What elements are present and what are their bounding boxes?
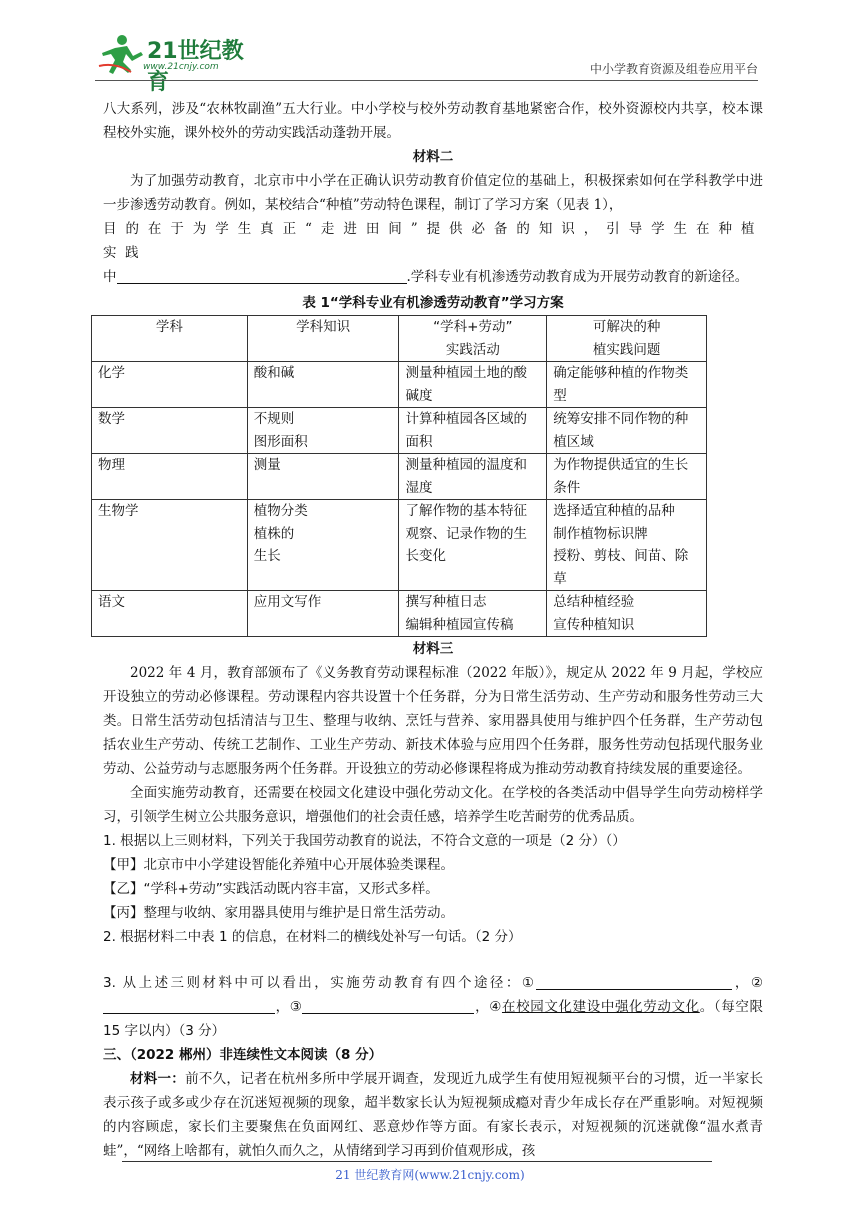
page-footer: 21 世纪教育网(www.21cnjy.com) [335,1168,525,1182]
table-cell: 物理 [92,454,248,500]
table-row [92,454,707,500]
table-header-cell: 学科知识 [247,316,399,362]
question-2: 2. 根据材料二中表 1 的信息，在材料二的横线处补写一句话。（2 分） [103,929,522,945]
table-cell: 统筹安排不同作物的种植区域 [547,408,707,454]
table-cell: 植物分类 植株的 生长 [247,500,399,591]
table-cell: 测量种植园的温度和湿度 [399,454,547,500]
table-row [92,500,707,591]
section-3-material-1 [103,1067,763,1163]
section-3-heading: 三、（2022 郴州）非连续性文本阅读（8 分） [103,1047,383,1063]
q3-prefix: 3. 从上述三则材料中可以看出，实施劳动教育有四个途径：① [103,975,537,991]
q3-mark-4: ，④ [474,999,502,1015]
table-caption: 表 1“学科专业有机渗透劳动教育”学习方案 [302,295,564,311]
answer-blank[interactable] [117,267,407,284]
material-2-title: 材料二 [412,149,454,165]
study-plan-table [91,315,707,637]
q3-suffix: 。（每空限 15 字以内）（3 分） [103,999,764,1039]
table-cell: 为作物提供适宜的生长条件 [547,454,707,500]
table-header-cell: 可解决的种 植实践问题 [547,316,707,362]
blank-prefix: 中 [103,269,117,285]
q3-given-answer: 在校园文化建设中强化劳动文化 [501,999,700,1015]
material-3-paragraph-1: 2022 年 4 月，教育部颁布了《义务教育劳动课程标准（2022 年版）》，规定从 2022 年 9 月起，学校应开设独立的劳动必修课程。劳动课程内容共设置十个任务群，分为日常生活劳动、生产劳动和服务性劳动三大类。日常生活劳动包括清洁与卫生、整理与收纳、烹饪与营养、家用器具使用与维护四个任务群，生产劳动包括农业生产劳动、传统工艺制作、工业生产劳动、新技术体验与应用四个任务群，服务性劳动包括现代服务业劳动、公益劳动与志愿服务两个任务群。开设独立的劳动必修课程将成为推动劳动教育持续发展的重要途径。 [103,665,763,777]
logo-url: www.21cnjy.com [143,62,219,72]
table-cell: 了解作物的基本特征 观察、记录作物的生长变化 [399,500,547,591]
table-cell: 语文 [92,591,248,637]
platform-name: 中小学教育资源及组卷应用平台 [589,62,758,76]
question-1: 1. 根据以上三则材料，下列关于我国劳动教育的说法，不符合文意的一项是（2 分）（） [103,833,626,849]
table-cell: 化学 [92,362,248,408]
table-header-cell: “学科+劳动” 实践活动 [399,316,547,362]
runner-icon [95,32,149,78]
table-cell: 不规则 图形面积 [247,408,399,454]
table-cell: 撰写种植日志 编辑种植园宣传稿 [399,591,547,637]
table-cell: 应用文写作 [247,591,399,637]
option-bing: 【丙】整理与收纳、家用器具使用与维护是日常生活劳动。 [103,905,454,921]
table-row [92,408,707,454]
answer-blank-2[interactable] [103,997,275,1014]
table-header-row [92,316,707,362]
table-cell: 选择适宜种植的品种 制作植物标识牌 授粉、剪枝、间苗、除草 [547,500,707,591]
header-divider [95,80,758,81]
option-yi: 【乙】“学科+劳动”实践活动既内容丰富，又形式多样。 [103,881,439,897]
document-body [98,97,764,1163]
material-3-paragraph-2: 全面实施劳动教育，还需要在校园文化建设中强化劳动文化。在学校的各类活动中倡导学生向劳动榜样学习，引领学生树立公共服务意识，增强他们的社会责任感，培养学生吃苦耐劳的优秀品质。 [103,785,763,825]
option-jia: 【甲】北京市中小学建设智能化养殖中心开展体验类课程。 [103,857,454,873]
table-cell: 生物学 [92,500,248,591]
answer-blank-1[interactable] [536,973,732,990]
footer-divider [122,1161,712,1162]
q3-mark-3: ，③ [275,999,303,1015]
table-cell: 数学 [92,408,248,454]
table-cell: 确定能够种植的作物类型 [547,362,707,408]
logo-text: 21世纪教育 [147,39,244,95]
table-cell: 测量种植园土地的酸碱度 [399,362,547,408]
material-1-label: 材料一： [130,1071,186,1087]
table-cell: 测量 [247,454,399,500]
table-cell: 酸和碱 [247,362,399,408]
q3-mark-2: ② [750,975,764,991]
blank-suffix: .学科专业有机渗透劳动教育成为开展劳动教育的新途径。 [406,269,749,285]
page-header [95,32,758,95]
material-2-paragraph-a: 为了加强劳动教育，北京市中小学在正确认识劳动教育价值定位的基础上，积极探索如何在学科教学中进一步渗透劳动教育。例如，某校结合“种植”劳动特色课程，制订了学习方案（见表 1）， [103,173,763,213]
table-cell: 总结种植经验 宣传种植知识 [547,591,707,637]
table-row [92,591,707,637]
table-row [92,362,707,408]
material-2-paragraph-b: 目的在于为学生真正“走进田间”提供必备的知识，引导学生在种植实践 [103,221,763,261]
site-logo [95,32,265,95]
material-1-text: 前不久，记者在杭州多所中学展开调查，发现近九成学生有使用短视频平台的习惯，近一半家长表示孩子或多或少存在沉迷短视频的现象，超半数家长认为短视频成瘾对青少年成长存在严重影响。对短视频的内容顾虑，家长们主要聚焦在负面网红、恶意炒作等方面。有家长表示，对短视频的沉迷就像“温水煮青蛙”，“网络上啥都有，就怕久而久之，从情绪到学习再到价值观形成，孩 [103,1071,764,1159]
intro-paragraph: 八大系列，涉及“农林牧副渔”五大行业。中小学校与校外劳动教育基地紧密合作，校外资源校内共享，校本课程校外实施，课外校外的劳动实践活动蓬勃开展。 [103,101,763,141]
material-2-paragraph-c [103,265,763,289]
answer-blank-3[interactable] [302,997,474,1014]
question-3: 3. 从上述三则材料中可以看出，实施劳动教育有四个途径：① ，②，③ ，④在校园文化建设中强化劳动文化。（每空限 15 字以内）（3 分） [103,975,764,1039]
table-cell: 计算种植园各区域的面积 [399,408,547,454]
table-header-cell: 学科 [92,316,248,362]
material-3-title: 材料三 [412,641,454,657]
